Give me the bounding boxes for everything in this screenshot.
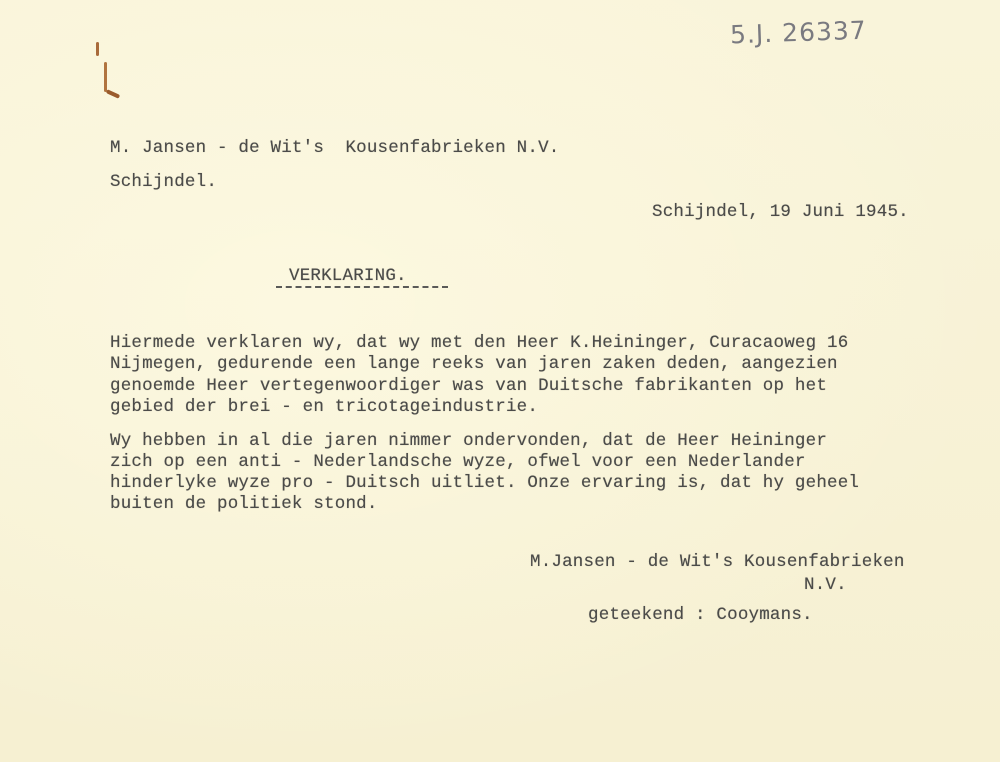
body-line: Hiermede verklaren wy, dat wy met den Heer K.Heininger, Curacaoweg 16 <box>110 333 849 353</box>
letterhead-city: Schijndel. <box>110 172 218 192</box>
staple-mark <box>104 62 107 92</box>
body-line: zich op een anti - Nederlandsche wyze, ofwel voor een Nederlander <box>110 452 806 472</box>
letterhead-company: M. Jansen - de Wit's Kousenfabrieken N.V. <box>110 138 560 158</box>
body-line: genoemde Heer vertegenwoordiger was van Duitsche fabrikanten op het <box>110 376 828 396</box>
body-line: gebied der brei - en tricotageindustrie. <box>110 397 539 417</box>
body-line: Wy hebben in al die jaren nimmer ondervonden, dat de Heer Heininger <box>110 431 828 451</box>
body-line: hinderlyke wyze pro - Duitsch uitliet. Onze ervaring is, dat hy geheel <box>110 473 860 493</box>
staple-mark <box>106 89 120 99</box>
title-underline <box>276 286 448 288</box>
body-line: buiten de politiek stond. <box>110 494 378 514</box>
archive-reference: 5.J. 26337 <box>729 15 868 50</box>
signature-company-suffix: N.V. <box>804 575 847 595</box>
signature-signed: geteekend : Cooymans. <box>588 605 813 625</box>
dateline: Schijndel, 19 Juni 1945. <box>652 202 909 222</box>
body-line: Nijmegen, gedurende een lange reeks van jaren zaken deden, aangezien <box>110 354 838 374</box>
staple-mark <box>96 42 99 56</box>
signature-company: M.Jansen - de Wit's Kousenfabrieken <box>530 552 905 572</box>
document-title: VERKLARING. <box>289 266 407 286</box>
